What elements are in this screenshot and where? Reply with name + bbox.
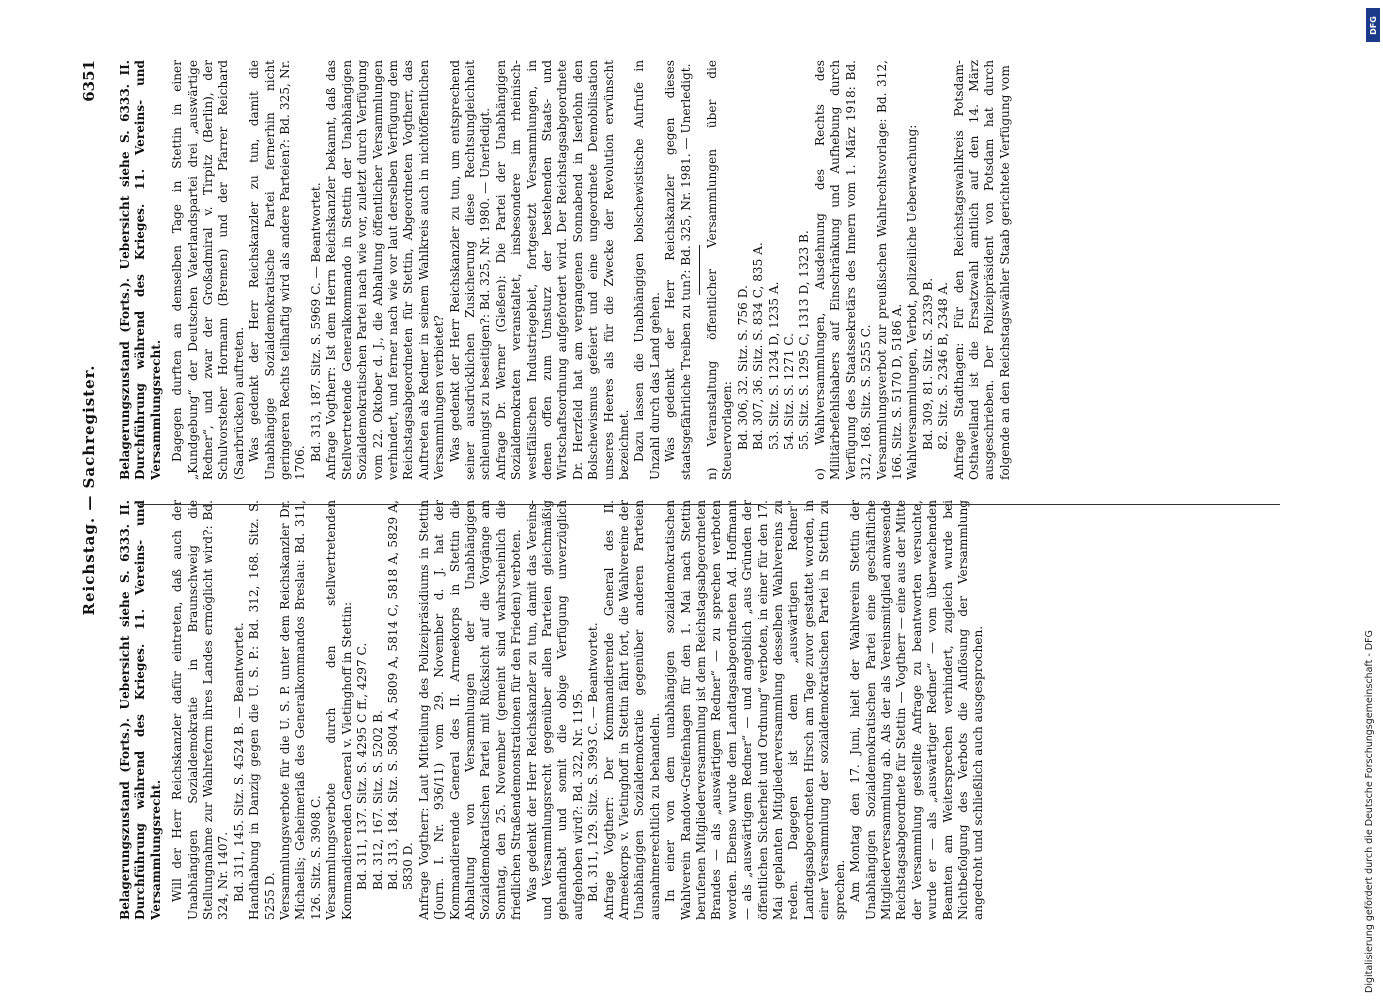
left-column — [118, 500, 1328, 920]
paragraph: Anfrage Vogtherr: Ist dem Herrn Reichskanzler bekannt, daß das Stellvertretende Generalkommando in Stettin der Unabhängigen Sozialdemokratischen Partei nach wie vor, zuletzt durch Verfügung vom 22. Oktober d. J., die Abhaltung öffentlicher Versammlungen verhindert, und ferner nach wie vor laut derselben Verfügung dem Reichstagsabgeordneten für Stettin, Abgeordneten Vogtherr, das Auftreten als Redner in seinem Wahlkreis auch in nichtöffentlichen Versammlungen verbietet? — [324, 60, 447, 480]
reference-line: 53. Sitz. S. 1234 D, 1235 A. — [766, 281, 781, 450]
paragraph: Versammlungsverbot zur preußischen Wahlrechtsvorlage: Bd. 312, 166. Sitz. S. 5170 D, 5186 A. — [874, 60, 904, 480]
paragraph: Versammlungsverbote durch den stellvertretenden Kommandierenden General v. Vietinghoff in Stettin: — [324, 500, 354, 920]
page-number: 6351 — [80, 60, 98, 102]
paragraph: Anfrage Vogtherr: Der Kommandierende General des II. Armeekorps v. Vietinghoff in Stettin fährt fort, die Wahlvereine der Unabhängigen Sozialdemokratie gegenüber anderen Parteien ausnahmerechtlich zu behandeln. — [601, 500, 662, 920]
paragraph: Bd. 311, 129. Sitz. S. 3993 C. — Beantwortet. — [586, 622, 601, 902]
paragraph: Anfrage Stadthagen: Für den Reichstagswahlkreis Potsdam-Osthavelland ist die Ersatzwahl amtlich auf den 14. März ausgeschrieben. Der Polizeipräsident von Potsdam hat durch folgende an den Reichstagswähler Staab gerichtete Verfügung vom — [951, 60, 1012, 480]
paragraph: Was gedenkt der Herr Reichskanzler gegen dieses staatsgefährliche Treiben zu tun?: Bd. 325, Nr. 1981. — Unerledigt. — [663, 60, 693, 480]
paragraph: Dazu lassen die Unabhängigen bolschewistische Aufrufe in Unzahl durch das Land gehen. — [632, 60, 662, 480]
paragraph: Bd. 311, 145. Sitz. S. 4524 B. — Beantwortet. — [231, 622, 246, 902]
reference-line: Bd. 306, 32. Sitz. S. 756 D. — [735, 285, 750, 450]
paragraph: Wahlversammlungen, Verbot, polizeiliche Ueberwachung: — [905, 124, 920, 480]
reference-line: Bd. 312, 167. Sitz. S. 5202 B. — [370, 710, 385, 890]
reference-line: 54. Sitz. S. 1271 C. — [782, 333, 797, 450]
paragraph: Anfrage Dr. Werner (Gießen): Die Partei der Unabhängigen Sozialdemokraten veranstaltet, insbesondere im rheinisch-westfälischen Industriegebiet, fortgesetzt Versammlungen, in denen offen zum Umsturz der bestehenden Staats- und Wirtschaftsordnung aufgefordert wird. Der Reichstagsabgeordnete Dr. Herzfeld hat am vergangenen Sonnabend in Iserlohn den Bolschewismus gefeiert und eine ungeordnete Demobilisation unseres Heeres als für die Zwecke der Revolution erwünscht bezeichnet. — [493, 60, 631, 480]
column-heading: Belagerungszustand (Forts.). Uebersicht siehe S. 6333. II. Durchführung während des Krieges. 11. Vereins- und Versammlungsrecht. — [118, 500, 163, 920]
paragraph: Was gedenkt der Herr Reichskanzler zu tun, um entsprechend seiner ausdrücklichen Zusicherung diese Rechtsungleichheit schleunigst zu beseitigen?: Bd. 325, Nr. 1980. — Unerledigt. — [447, 60, 493, 480]
column-divider — [140, 504, 1280, 505]
paragraph: In einer von dem unabhängigen sozialdemokratischen Wahlverein Randow-Greifenhagen für den 1. Mai nach Stettin berufenen Mitgliederversammlung ist dem Reichstagsabgeordneten Brandes — als „auswärtigem Redner“ — zu sprechen verboten worden. Ebenso wurde dem Landtagsabgeordneten Ad. Hoffmann — als „auswärtigem Redner“ — und angeblich „aus Gründen der öffentlichen Sicherheit und Ordnung“ verboten, in einer für den 17. Mai geplanten Mitgliederversammlung desselben Wahlvereins zu reden. Dagegen ist dem „auswärtigen Redner“ Landtagsabgeordneten Hirsch am Tage zuvor gestattet worden, in einer Versammlung der sozialdemokratischen Partei in Stettin zu sprechen. — [663, 500, 847, 920]
paragraph: Was gedenkt der Herr Reichskanzler zu tun, damit die Unabhängige Sozialdemokratische Partei fernerhin nicht geringeren Rechts teilhaftig wird als andere Parteien?: Bd. 325, Nr. 1706. — [247, 60, 308, 480]
paragraph: Will der Herr Reichskanzler dafür eintreten, daß auch der Unabhängigen Sozialdemokratie in Braunschweig die Stellungnahme zur Wahlreform ihres Landes ermöglicht wird?: Bd. 324, Nr. 1407. — [170, 500, 231, 920]
page-title: Reichstag. — Sachregister. — [80, 364, 98, 616]
right-column — [118, 60, 1328, 480]
dfg-logo-text: DFG — [1368, 15, 1378, 35]
paragraph: Dagegen durften an demselben Tage in Stettin in einer „Kundgebung“ der Deutschen Vaterlandspartei drei „auswärtige Redner“, und zwar der Großadmiral v. Tirpitz (Berlin), der Schulvorsteher Hormann (Bremen) und der Pfarrer Reichard (Saarbrücken) auftreten. — [170, 60, 246, 480]
reference-line: Bd. 307, 36. Sitz. S. 834 C, 835 A. — [751, 242, 766, 450]
paragraph: o) Wahlversammlungen, Ausdehnung des Rechts des Militärbefehlshabers auf Einschränkung und Aufhebung durch Verfügung des Staatssekretärs des Innern vom 1. März 1918: Bd. 312, 168. Sitz. S. 5255 C. — [812, 60, 874, 480]
reference-line: 82. Sitz. S. 2346 B, 2348 A. — [936, 281, 951, 450]
text-columns — [118, 60, 1328, 920]
credit-text: Digitalisierung gefördert durch die Deutsche Forschungsgemeinschaft - DFG — [1364, 630, 1375, 993]
paragraph: n) Veranstaltung öffentlicher Versammlungen über die Steuervorlagen: — [705, 60, 735, 480]
digitization-credit — [1362, 8, 1378, 993]
reference-line: Bd. 313, 184. Sitz. S. 5804 A, 5809 A, 5814 C, 5818 A, 5829 A, 5830 D. — [385, 500, 416, 890]
column-heading: Belagerungszustand (Forts.). Uebersicht siehe S. 6333. II. Durchführung während des Krieges. 11. Vereins- und Versammlungsrecht. — [118, 60, 163, 480]
paragraph: Bd. 313, 187. Sitz. S. 5969 C. — Beantwortet. — [308, 182, 323, 462]
page-header — [80, 60, 110, 920]
reference-line: 55. Sitz. S. 1295 C, 1313 D, 1323 B. — [797, 230, 812, 450]
paragraph: Am Montag den 17. Juni, hielt der Wahlverein Stettin der Unabhängigen Sozialdemokratischen Partei eine geschäftliche Mitgliederversammlung ab. Als der als Vereinsmitglied anwesende Reichstagsabgeordnete für Stettin — Vogtherr — eine aus der Mitte der Versammlung gestellte Anfrage zu beantworten versuchte, wurde er — als „auswärtiger Redner“ — vom überwachenden Beamten am Weitersprechen verhindert, zugleich wurde bei Nichtbefolgung des Verbots die Auflösung der Versammlung angedroht und schließlich auch ausgesprochen. — [848, 500, 986, 920]
section-rule — [699, 245, 700, 295]
paragraph: Versammlungsverbote für die U. S. P. unter dem Reichskanzler Dr. Michaelis; Geheimerlaß des Generalkommandos Breslau: Bd. 311, 126. Sitz. S. 3908 C. — [278, 500, 323, 920]
reference-line: Bd. 311, 137. Sitz. S. 4295 C ff., 4297 C. — [355, 642, 370, 890]
paragraph: Anfrage Vogtherr: Laut Mitteilung des Polizeipräsidiums in Stettin (Journ. I. Nr. 936/11) vom 29. November d. J. hat der Kommandierende General des II. Armeekorps in Stettin die Abhaltung von Versammlungen der Unabhängigen Sozialdemokratischen Partei mit Rücksicht auf die Vorgänge am Sonntag, den 25. November (gemeint sind wahrscheinlich die friedlichen Straßendemonstrationen für den Frieden) verboten. — [416, 500, 524, 920]
dfg-logo — [1366, 8, 1380, 42]
paragraph: Was gedenkt der Herr Reichskanzler zu tun, damit das Vereins- und Versammlungsrecht gegenüber allen Parteien gleichmäßig gehandhabt und somit die obige Verfügung unverzüglich aufgehoben wird?: Bd. 322, Nr. 1195. — [524, 500, 585, 920]
reference-line: Bd. 309, 81. Sitz. S. 2339 B. — [920, 277, 935, 450]
paragraph: Handhabung in Danzig gegen die U. S. P.: Bd. 312, 168. Sitz. S. 5255 D. — [247, 500, 277, 920]
